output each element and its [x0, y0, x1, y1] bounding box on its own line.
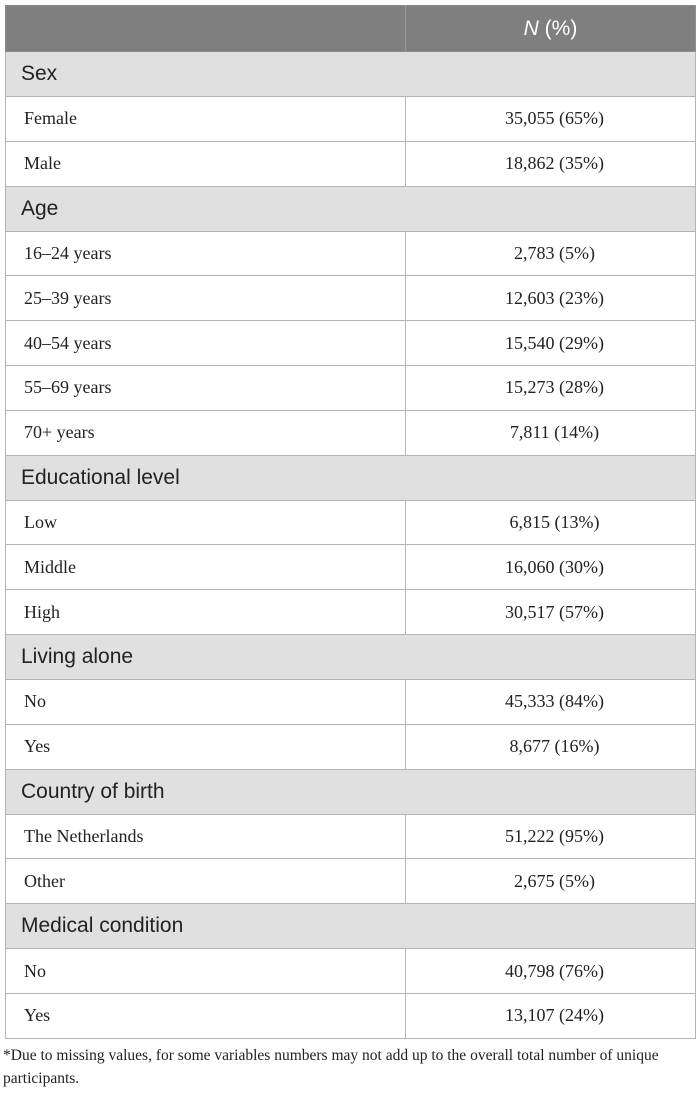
section-title: Sex	[6, 52, 696, 97]
row-value: 12,603 (23%)	[406, 276, 696, 321]
row-label: No	[6, 949, 406, 994]
section-header-row	[6, 904, 696, 949]
row-value: 40,798 (76%)	[406, 949, 696, 994]
row-value: 30,517 (57%)	[406, 590, 696, 635]
row-value: 51,222 (95%)	[406, 814, 696, 859]
table-row	[6, 365, 696, 410]
section-title: Age	[6, 186, 696, 231]
footnote: *Due to missing values, for some variables numbers may not add up to the overall total number of unique participants.	[3, 1047, 659, 1087]
table-row	[6, 590, 696, 635]
row-label: 16–24 years	[6, 231, 406, 276]
row-value: 2,783 (5%)	[406, 231, 696, 276]
section-title: Educational level	[6, 455, 696, 500]
row-value: 18,862 (35%)	[406, 141, 696, 186]
section-header-row	[6, 455, 696, 500]
row-label: Other	[6, 859, 406, 904]
row-value: 8,677 (16%)	[406, 724, 696, 769]
section-header-row	[6, 634, 696, 679]
section-title: Medical condition	[6, 904, 696, 949]
header-n-percent	[406, 6, 696, 52]
row-value: 45,333 (84%)	[406, 679, 696, 724]
row-value: 2,675 (5%)	[406, 859, 696, 904]
row-label: Female	[6, 97, 406, 142]
row-label: No	[6, 679, 406, 724]
row-value: 13,107 (24%)	[406, 993, 696, 1038]
header-blank-cell	[6, 6, 406, 52]
row-label: Male	[6, 141, 406, 186]
table-body	[6, 52, 696, 1039]
table-row	[6, 141, 696, 186]
table-row	[6, 500, 696, 545]
row-value: 15,540 (29%)	[406, 321, 696, 366]
table-row	[6, 949, 696, 994]
table-row	[6, 545, 696, 590]
table-row	[6, 993, 696, 1038]
table-row	[6, 679, 696, 724]
table-row	[6, 814, 696, 859]
row-label: 55–69 years	[6, 365, 406, 410]
section-title: Living alone	[6, 634, 696, 679]
section-header-row	[6, 769, 696, 814]
row-label: 40–54 years	[6, 321, 406, 366]
table-row	[6, 276, 696, 321]
table-row	[6, 859, 696, 904]
table-row	[6, 97, 696, 142]
row-label: Middle	[6, 545, 406, 590]
row-value: 15,273 (28%)	[406, 365, 696, 410]
header-n-symbol: N	[523, 16, 539, 40]
row-label: Yes	[6, 993, 406, 1038]
row-value: 6,815 (13%)	[406, 500, 696, 545]
section-title: Country of birth	[6, 769, 696, 814]
demographics-table	[5, 5, 696, 1039]
table-row	[6, 231, 696, 276]
row-label: High	[6, 590, 406, 635]
row-label: 25–39 years	[6, 276, 406, 321]
row-label: 70+ years	[6, 410, 406, 455]
row-value: 35,055 (65%)	[406, 97, 696, 142]
row-label: Low	[6, 500, 406, 545]
row-label: The Netherlands	[6, 814, 406, 859]
header-percent-label: (%)	[538, 16, 578, 40]
table-header-row	[6, 6, 696, 52]
table-row	[6, 724, 696, 769]
row-value: 7,811 (14%)	[406, 410, 696, 455]
table-row	[6, 410, 696, 455]
table-row	[6, 321, 696, 366]
section-header-row	[6, 52, 696, 97]
row-label: Yes	[6, 724, 406, 769]
section-header-row	[6, 186, 696, 231]
row-value: 16,060 (30%)	[406, 545, 696, 590]
